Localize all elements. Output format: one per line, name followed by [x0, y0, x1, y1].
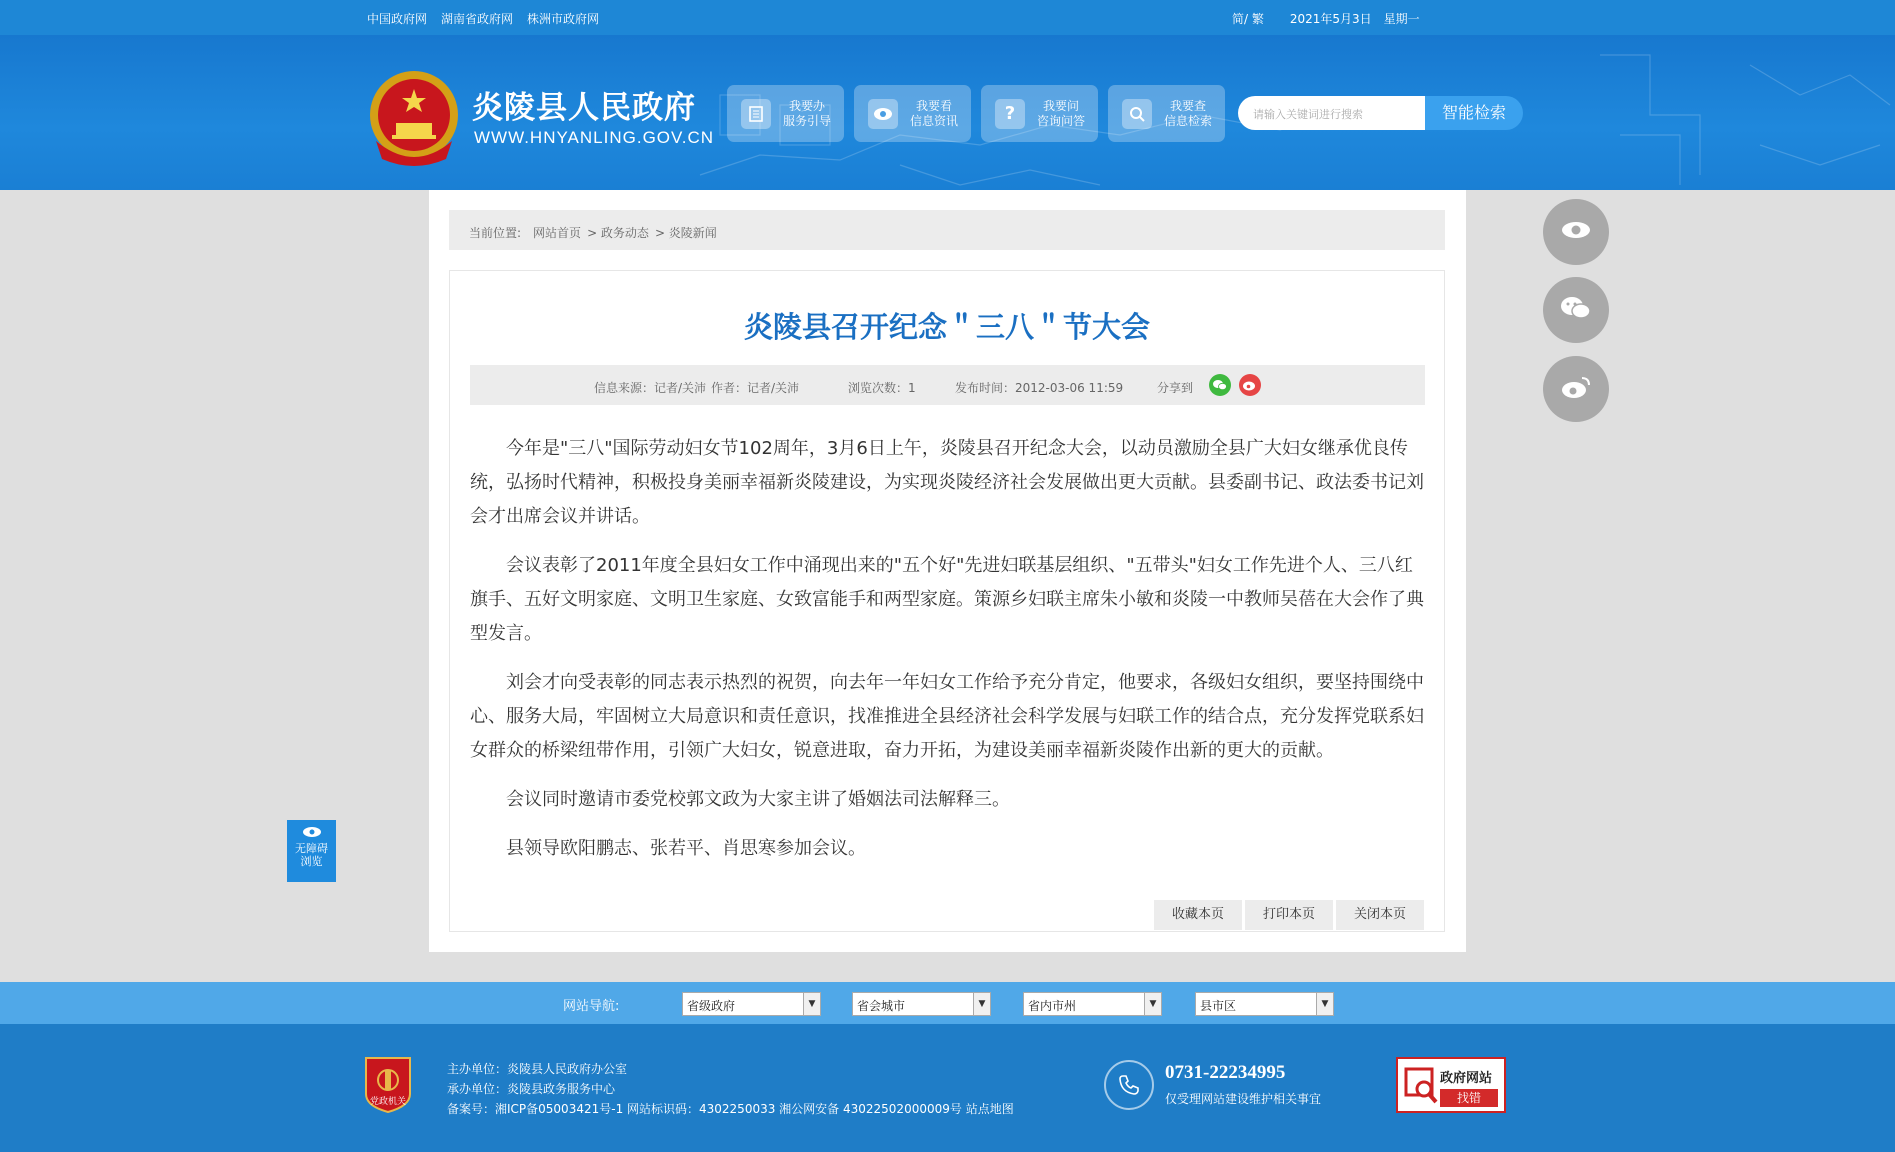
national-emblem-icon	[366, 69, 462, 169]
search-button[interactable]: 智能检索	[1425, 96, 1523, 130]
site-header	[0, 35, 1895, 190]
article-paragraph: 会议同时邀请市委党校郭文政为大家主讲了婚姻法司法解释三。	[506, 789, 1010, 810]
quick-link-services-title: 我要办	[789, 98, 826, 113]
share-label: 分享到	[1157, 381, 1194, 395]
breadcrumb-local-news[interactable]: > 炎陵新闻	[654, 226, 717, 240]
article-meta	[470, 365, 1425, 405]
article-paragraph: 今年是"三八"国际劳动妇女节102周年，3月6日上午，炎陵县召开纪念大会，以动员激励全县广大妇女继承优良传统，弘扬时代精神，积极投身美丽幸福新炎陵建设，为实现炎陵经济社会发展做出更大贡献。县委副书记、政法委书记刘会才出席会议并讲话。	[470, 438, 1424, 527]
phone-icon	[1104, 1060, 1154, 1110]
magnifier-icon	[1122, 99, 1152, 129]
gov-links	[367, 10, 599, 27]
accessibility-sub: 浏览	[300, 855, 323, 868]
site-name[interactable]: 炎陵县人民政府	[472, 90, 696, 126]
quick-link-services[interactable]	[727, 85, 844, 142]
chevron-down-icon: ▼	[973, 993, 990, 1015]
eye-icon	[1560, 220, 1592, 244]
footer-record: 备案号：湘ICP备05003421号-1 网站标识码：4302250033 湘公网安备 43022502000009号 站点地图	[447, 1102, 1014, 1116]
eye-icon	[287, 826, 336, 842]
select-value: 省级政府	[687, 999, 736, 1013]
select-value: 县市区	[1200, 999, 1237, 1013]
print-button[interactable]: 打印本页	[1245, 900, 1333, 930]
contact-phone: 0731-22234995	[1165, 1062, 1286, 1083]
quick-link-info[interactable]	[854, 85, 971, 142]
chevron-down-icon: ▼	[1316, 993, 1333, 1015]
quick-link-search-title: 我要查	[1170, 98, 1207, 113]
breadcrumb	[449, 210, 1445, 250]
article-paragraph: 刘会才向受表彰的同志表示热烈的祝贺，向去年一年妇女工作给予充分肯定，他要求，各级妇女组织，要坚持围绕中心、服务大局，牢固树立大局意识和责任意识，找准推进全县经济社会科学发展与妇联工作的结合点，充分发挥党联系妇女群众的桥梁纽带作用，引领广大妇女，锐意进取，奋力开拓，为建设美丽幸福新炎陵作出新的更大的贡献。	[470, 672, 1424, 761]
accessibility-label: 无障碍	[295, 842, 328, 855]
quick-link-ask-sub: 咨询问答	[1037, 113, 1086, 128]
float-wechat-button[interactable]	[1543, 277, 1609, 343]
footer-info	[447, 1059, 1014, 1119]
link-zhuzhou-gov[interactable]: 株洲市政府网	[527, 12, 600, 26]
article-title: 炎陵县召开纪念＂三八＂节大会	[743, 310, 1150, 344]
quick-link-info-title: 我要看	[916, 98, 953, 113]
site-domain: WWW.HNYANLING.GOV.CN	[474, 128, 715, 147]
quick-link-search-sub: 信息检索	[1164, 113, 1213, 128]
float-view-button[interactable]	[1543, 199, 1609, 265]
breadcrumb-news[interactable]: > 政务动态	[587, 226, 649, 240]
select-value: 省会城市	[857, 999, 906, 1013]
top-right-info	[1232, 10, 1420, 27]
magnifier-icon	[1404, 1067, 1438, 1105]
article-paragraph: 会议表彰了2011年度全县妇女工作中涌现出来的"五个好"先进妇联基层组织、"五带头"妇女工作先进个人、三八红旗手、五好文明家庭、文明卫生家庭、女致富能手和两型家庭。策源乡妇联主席朱小敏和炎陵一中教师吴蓓在大会作了典型发言。	[470, 555, 1424, 644]
quick-link-ask-title: 我要问	[1043, 98, 1080, 113]
footer-sponsor: 主办单位：炎陵县人民政府办公室	[447, 1062, 628, 1076]
eye-icon	[868, 99, 898, 129]
article-paragraph: 县领导欧阳鹏志、张若平、肖思寒参加会议。	[506, 838, 866, 859]
article-source: 信息来源：记者/关沛	[594, 381, 707, 395]
quick-link-services-sub: 服务引导	[783, 113, 832, 128]
close-page-button[interactable]: 关闭本页	[1336, 900, 1424, 930]
link-china-gov[interactable]: 中国政府网	[367, 12, 428, 26]
contact-phone-desc: 仅受理网站建设维护相关事宜	[1165, 1092, 1322, 1106]
wechat-icon	[1559, 294, 1593, 326]
report-error-button[interactable]	[1396, 1057, 1506, 1113]
select-value: 省内市州	[1028, 999, 1077, 1013]
quick-link-ask[interactable]	[981, 85, 1098, 142]
search-input[interactable]: 请输入关键词进行搜索	[1238, 96, 1425, 130]
current-weekday: 星期一	[1383, 12, 1420, 26]
wechat-share-icon[interactable]	[1209, 374, 1231, 396]
chevron-down-icon: ▼	[803, 993, 820, 1015]
quick-link-info-sub: 信息资讯	[910, 113, 959, 128]
quick-link-search[interactable]	[1108, 85, 1225, 142]
float-weibo-button[interactable]	[1543, 356, 1609, 422]
weibo-share-icon[interactable]	[1239, 374, 1261, 396]
footer-organizer: 承办单位：炎陵县政务服务中心	[447, 1082, 616, 1096]
current-date: 2021年5月3日	[1289, 12, 1372, 26]
county-select[interactable]	[1195, 992, 1334, 1016]
breadcrumb-home[interactable]: 网站首页	[533, 226, 582, 240]
province-gov-select[interactable]	[682, 992, 821, 1016]
weibo-icon	[1560, 374, 1592, 404]
article-body	[470, 432, 1425, 881]
bookmark-button[interactable]: 收藏本页	[1154, 900, 1242, 930]
prefecture-select[interactable]	[1023, 992, 1162, 1016]
article-author: 作者：记者/关沛	[711, 381, 800, 395]
badge-text: 党政机关	[369, 1097, 406, 1107]
site-nav-label: 网站导航:	[563, 999, 620, 1014]
article-published: 发布时间：2012-03-06 11:59	[955, 381, 1124, 395]
report-error-title: 政府网站	[1440, 1071, 1493, 1086]
document-icon	[741, 99, 771, 129]
breadcrumb-prefix: 当前位置:	[469, 226, 522, 240]
capital-city-select[interactable]	[852, 992, 991, 1016]
link-hunan-gov[interactable]: 湖南省政府网	[441, 12, 514, 26]
top-bar	[0, 0, 1895, 35]
article-views: 浏览次数：1	[848, 381, 916, 395]
report-error-label: 找错	[1440, 1089, 1498, 1107]
site-footer	[0, 1024, 1895, 1152]
site-nav-bar	[0, 982, 1895, 1024]
chevron-down-icon: ▼	[1144, 993, 1161, 1015]
lang-switch[interactable]: 简/ 繁	[1232, 12, 1264, 26]
question-icon: ?	[995, 99, 1025, 129]
accessibility-button[interactable]	[287, 820, 336, 882]
